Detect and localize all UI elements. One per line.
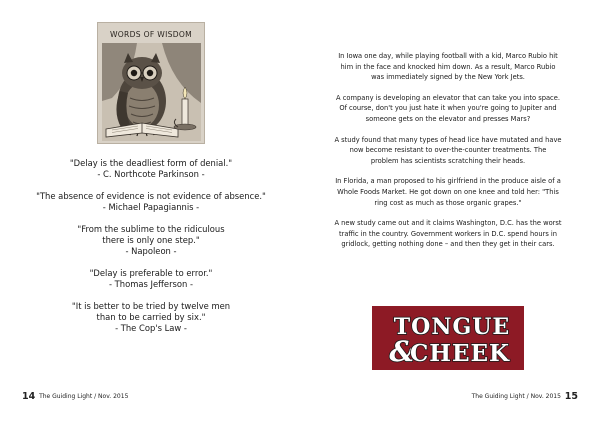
quote-item <box>28 158 274 181</box>
joke-text-line: someone gets on the elevator and presses Mars? <box>365 114 531 123</box>
joke-text-line: In Iowa one day, while playing football with a kid, Marco Rubio hit <box>338 52 558 60</box>
owl-with-candle-engraving-icon <box>102 43 201 141</box>
logo-line-1: TONGUE <box>393 314 511 340</box>
logo-line-2: CHEEK <box>409 340 511 367</box>
words-of-wisdom-box <box>97 22 205 144</box>
joke-text-line: was immediately signed by the New York Jets. <box>371 73 525 82</box>
page-footer-left <box>22 391 128 402</box>
joke-text-line: Of course, don't you just hate it when you're going to Jupiter and <box>339 104 557 113</box>
quote-author: - Thomas Jefferson - <box>108 279 194 290</box>
quote-item <box>28 224 274 258</box>
quotes-list <box>28 158 274 345</box>
joke-text-line: traffic in the country. Government workers in D.C. spend hours in <box>338 229 558 238</box>
quote-text: "Delay is the deadliest form of denial." <box>69 158 233 168</box>
joke-text-line: gridlock, getting nothing done – and then they get in their cars. <box>341 240 555 249</box>
joke-text-line: In Florida, a man proposed to his girlfriend in the produce aisle of a <box>335 177 561 186</box>
quote-author: - Napoleon - <box>125 246 177 257</box>
page-footer-right <box>472 391 578 402</box>
joke-text-line: A new study came out and it claims Washington, D.C. has the worst <box>334 219 562 228</box>
tongue-and-cheek-wordmark <box>372 306 524 370</box>
quote-text: "The absence of evidence is not evidence of absence." <box>36 190 266 201</box>
joke-text-line: now become resistant to over-the-counter treatments. The <box>349 146 547 155</box>
joke-item <box>327 176 569 208</box>
joke-item <box>327 51 569 83</box>
quote-text: "Delay is preferable to error." <box>89 267 213 278</box>
tongue-and-cheek-logo <box>372 306 524 370</box>
quote-text: there is only one step." <box>102 235 200 246</box>
quote-item <box>28 301 274 335</box>
logo-ampersand: & <box>389 335 415 368</box>
words-of-wisdom-title: WORDS OF WISDOM <box>109 30 193 39</box>
page-number: 15 <box>564 391 578 402</box>
quote-item <box>28 191 274 214</box>
publication-credit: The Guiding Light / Nov. 2015 <box>471 393 561 400</box>
joke-text-line: ring cost as much as those organic grapes." <box>374 198 522 207</box>
joke-item <box>327 135 569 167</box>
joke-text-line: problem has scientists scratching their heads. <box>370 156 526 165</box>
joke-text-line: A company is developing an elevator that can take you into space. <box>336 93 560 102</box>
joke-text-line: Whole Foods Market. He got down on one knee and told her: "This <box>337 187 559 196</box>
quote-text: than to be carried by six." <box>96 312 206 323</box>
publication-credit: The Guiding Light / Nov. 2015 <box>39 393 129 400</box>
joke-item <box>327 93 569 125</box>
joke-text-line: A study found that many types of head lice have mutated and have <box>334 135 562 144</box>
joke-item <box>327 218 569 250</box>
joke-text-line: him in the face and knocked him down. As a result, Marco Rubio <box>340 62 556 71</box>
quote-text: "It is better to be tried by twelve men <box>71 300 231 311</box>
quote-text: "From the sublime to the ridiculous <box>77 223 225 234</box>
jokes-list <box>327 51 569 260</box>
quote-author: - Michael Papagiannis - <box>102 202 200 213</box>
quote-author: - The Cop's Law - <box>115 323 187 334</box>
quote-author: - C. Northcote Parkinson - <box>97 169 205 180</box>
page-number: 14 <box>22 391 36 402</box>
quote-item <box>28 268 274 291</box>
